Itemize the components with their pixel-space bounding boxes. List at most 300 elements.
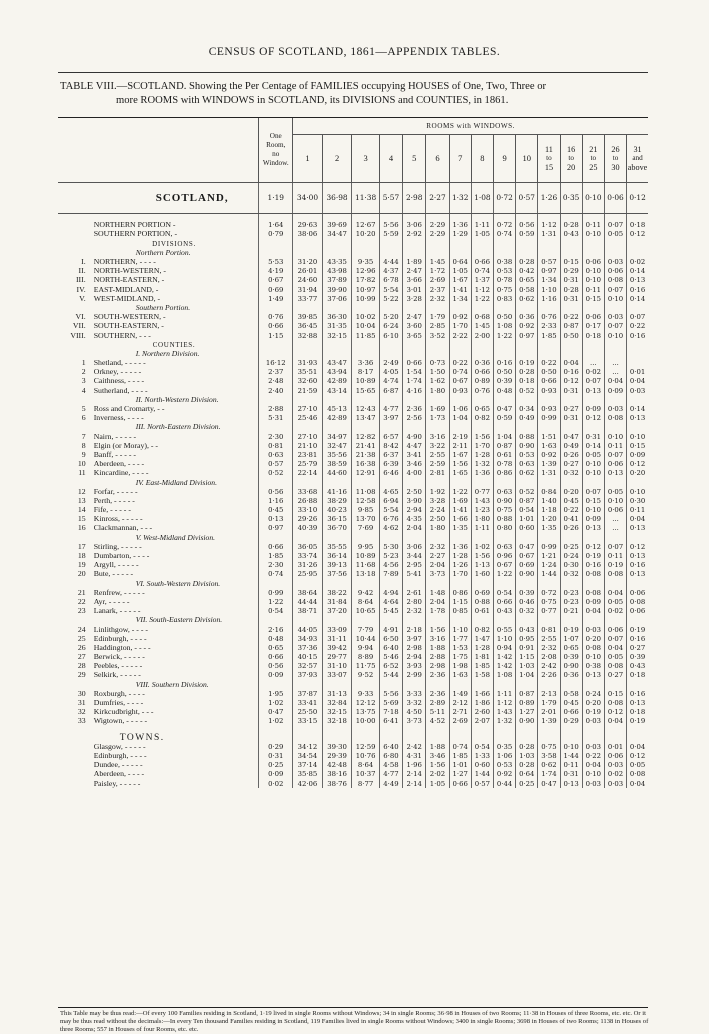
cell-value: 9·85 bbox=[352, 506, 379, 515]
col-no-window: One Room, no Window. bbox=[259, 118, 293, 183]
cell-value: 33·68 bbox=[293, 487, 323, 496]
cell-value: 0·04 bbox=[560, 359, 582, 368]
row-number bbox=[58, 183, 90, 214]
cell-value: 0·34 bbox=[516, 405, 538, 414]
cell-value: 1·54 bbox=[403, 368, 426, 377]
cell-value: 0·30 bbox=[560, 561, 582, 570]
cell-value: 0·22 bbox=[560, 506, 582, 515]
cell-value: 41·16 bbox=[322, 487, 352, 496]
row-number: 13 bbox=[77, 496, 86, 505]
cell-value: 2·18 bbox=[403, 625, 426, 634]
cell-value: 2·36 bbox=[403, 405, 426, 414]
row-label: Dumfries, - - - - bbox=[93, 698, 144, 708]
cell-value: 1·43 bbox=[493, 708, 515, 717]
cell-value: 1·85 bbox=[538, 331, 560, 340]
cell-value: 1·67 bbox=[449, 276, 471, 285]
cell-value: 9·95 bbox=[352, 543, 379, 552]
cell-value: 9·33 bbox=[352, 690, 379, 699]
cell-value: 1·16 bbox=[538, 295, 560, 304]
table-row bbox=[58, 515, 648, 524]
cell-value: 0·12 bbox=[604, 708, 626, 717]
col-rooms-8: 8 bbox=[471, 135, 493, 183]
cell-value: 0·03 bbox=[582, 717, 604, 726]
cell-value: 6·52 bbox=[379, 662, 402, 671]
cell-value: 31·84 bbox=[322, 598, 352, 607]
cell-value: 5·59 bbox=[379, 230, 402, 239]
row-number: 6 bbox=[81, 413, 86, 423]
cell-value: 0·07 bbox=[604, 543, 626, 552]
cell-value: 0·18 bbox=[627, 221, 648, 230]
cell-value: 34·47 bbox=[322, 230, 352, 239]
cell-value: 0·07 bbox=[582, 487, 604, 496]
cell-value: 40·23 bbox=[322, 506, 352, 515]
cell-value: 8·64 bbox=[352, 598, 379, 607]
cell-value: 1·42 bbox=[493, 653, 515, 662]
cell-value: 39·13 bbox=[322, 561, 352, 570]
cell-value: 0·87 bbox=[516, 690, 538, 699]
cell-value: 3·32 bbox=[403, 699, 426, 708]
cell-value: 0·03 bbox=[604, 761, 626, 770]
cell-value: 0·48 bbox=[259, 634, 293, 643]
cell-value: 23·81 bbox=[293, 451, 323, 460]
cell-value: 6·24 bbox=[379, 322, 402, 331]
cell-value: 2·89 bbox=[426, 699, 449, 708]
cell-value: 0·61 bbox=[471, 607, 493, 616]
cell-value: 1·32 bbox=[471, 460, 493, 469]
cell-value: 0·14 bbox=[627, 295, 648, 304]
cell-value: 6·41 bbox=[379, 717, 402, 726]
row-number: III. bbox=[75, 276, 86, 285]
col-rooms-9: 9 bbox=[493, 135, 515, 183]
cell-value: 0·19 bbox=[627, 717, 648, 726]
cell-value: 10·99 bbox=[352, 295, 379, 304]
cell-value: 0·22 bbox=[627, 322, 648, 331]
cell-value: 0·19 bbox=[582, 708, 604, 717]
table-row bbox=[58, 322, 648, 331]
row-label: SOUTHERN PORTION, - bbox=[93, 230, 178, 239]
cell-value: 2·40 bbox=[259, 386, 293, 395]
cell-value: 35·85 bbox=[293, 770, 323, 779]
cell-value: 0·07 bbox=[627, 313, 648, 322]
cell-value: 0·05 bbox=[604, 230, 626, 239]
cell-value: 0·07 bbox=[604, 322, 626, 331]
row-number: 4 bbox=[81, 386, 86, 395]
cell-value: 0·54 bbox=[259, 607, 293, 616]
cell-value: 1·01 bbox=[516, 515, 538, 524]
cell-value: 0·45 bbox=[560, 699, 582, 708]
cell-value: 1·24 bbox=[538, 561, 560, 570]
cell-value: 0·79 bbox=[259, 230, 293, 239]
row-label: Aberdeen, - - - - bbox=[93, 459, 145, 469]
cell-value: 0·08 bbox=[604, 570, 626, 579]
cell-value: 3·01 bbox=[403, 285, 426, 294]
spacer-row bbox=[58, 726, 648, 733]
cell-value: 2·12 bbox=[449, 699, 471, 708]
cell-value: 2·42 bbox=[403, 743, 426, 752]
row-label: Inverness, - - - - bbox=[93, 413, 144, 423]
cell-value: 4·77 bbox=[379, 770, 402, 779]
cell-value: 0·57 bbox=[516, 183, 538, 214]
cell-value: 0·10 bbox=[604, 295, 626, 304]
cell-value: 0·24 bbox=[582, 690, 604, 699]
table-row bbox=[58, 469, 648, 478]
running-header: CENSUS OF SCOTLAND, 1861—APPENDIX TABLES. bbox=[208, 46, 501, 58]
cell-value: 2·26 bbox=[538, 671, 560, 680]
cell-value: 3·36 bbox=[352, 359, 379, 368]
cell-value: 1·98 bbox=[449, 662, 471, 671]
row-number: 18 bbox=[77, 551, 86, 561]
cell-value: 1·45 bbox=[471, 322, 493, 331]
cell-value: 1·48 bbox=[426, 589, 449, 598]
cell-value: 1·35 bbox=[538, 524, 560, 533]
cell-value: 0·10 bbox=[582, 506, 604, 515]
cell-value: 0·27 bbox=[560, 460, 582, 469]
cell-value: 5·22 bbox=[379, 295, 402, 304]
cell-value: 2·07 bbox=[471, 717, 493, 726]
row-number bbox=[58, 752, 90, 761]
cell-value: 0·97 bbox=[516, 331, 538, 340]
row-label: Shetland, - - - - - bbox=[93, 358, 146, 368]
row-label: Sutherland, - - - - bbox=[93, 386, 148, 395]
cell-value: 1·11 bbox=[493, 690, 515, 699]
cell-value: 24·60 bbox=[293, 276, 323, 285]
cell-value: 1·15 bbox=[516, 653, 538, 662]
row-label: Perth, - - - - - bbox=[93, 496, 135, 505]
table-row bbox=[58, 607, 648, 616]
cell-value: 1·77 bbox=[449, 634, 471, 643]
cell-value: 3·73 bbox=[403, 717, 426, 726]
group-heading-label: COUNTIES. bbox=[152, 340, 196, 349]
cell-value: 2·32 bbox=[538, 644, 560, 653]
cell-value: 0·90 bbox=[516, 717, 538, 726]
cell-value: 11·85 bbox=[352, 331, 379, 340]
row-number: VI. bbox=[75, 312, 86, 322]
cell-value: 0·56 bbox=[259, 662, 293, 671]
rooms-with-windows-header: ROOMS with WINDOWS. bbox=[293, 118, 648, 135]
cell-value: 0·66 bbox=[403, 359, 426, 368]
cell-value: 0·86 bbox=[493, 469, 515, 478]
cell-value: 33·77 bbox=[293, 295, 323, 304]
cell-value: 1·02 bbox=[471, 543, 493, 552]
cell-value: 0·03 bbox=[604, 779, 626, 788]
cell-value: 0·28 bbox=[560, 221, 582, 230]
cell-value: 0·43 bbox=[516, 625, 538, 634]
cell-value: 0·09 bbox=[582, 515, 604, 524]
table-row bbox=[58, 662, 648, 671]
cell-value: 0·10 bbox=[582, 230, 604, 239]
cell-value: 2·71 bbox=[449, 708, 471, 717]
group-heading bbox=[58, 340, 648, 349]
cell-value: 0·66 bbox=[259, 543, 293, 552]
cell-value: 35·56 bbox=[322, 451, 352, 460]
cell-value: 0·15 bbox=[560, 258, 582, 267]
cell-value: 38·71 bbox=[293, 607, 323, 616]
cell-value: 0·49 bbox=[516, 414, 538, 423]
row-number: 10 bbox=[77, 459, 86, 469]
cell-value: 0·04 bbox=[627, 743, 648, 752]
cell-value: 22·14 bbox=[293, 469, 323, 478]
cell-value: 1·80 bbox=[426, 524, 449, 533]
cell-value: 0·36 bbox=[516, 313, 538, 322]
cell-value: 0·93 bbox=[449, 386, 471, 395]
row-number: 16 bbox=[77, 524, 86, 533]
cell-value: 2·29 bbox=[426, 230, 449, 239]
cell-value: 0·88 bbox=[516, 432, 538, 441]
cell-value: 1·06 bbox=[449, 405, 471, 414]
cell-value: 35·55 bbox=[322, 543, 352, 552]
row-label: Ayr, - - - - - bbox=[93, 597, 130, 606]
cell-value: 36·70 bbox=[322, 524, 352, 533]
cell-value: 1·70 bbox=[449, 322, 471, 331]
table-row bbox=[58, 285, 648, 294]
cell-value: 1·08 bbox=[493, 671, 515, 680]
cell-value: 0·57 bbox=[538, 258, 560, 267]
cell-value: 0·65 bbox=[516, 276, 538, 285]
cell-value: 0·18 bbox=[516, 377, 538, 386]
cell-value: 0·39 bbox=[627, 653, 648, 662]
cell-value: 27·10 bbox=[293, 432, 323, 441]
cell-value: 0·16 bbox=[493, 359, 515, 368]
cell-value: 2·00 bbox=[471, 331, 493, 340]
cell-value: 3·73 bbox=[426, 570, 449, 579]
cell-value: 0·11 bbox=[604, 442, 626, 451]
cell-value: 0·14 bbox=[627, 267, 648, 276]
row-label: Nairn, - - - - - bbox=[93, 432, 137, 441]
table-row bbox=[58, 653, 648, 662]
cell-value: 2·04 bbox=[403, 524, 426, 533]
cell-value: 0·66 bbox=[471, 258, 493, 267]
cell-value: 3·60 bbox=[403, 322, 426, 331]
cell-value: 12·67 bbox=[352, 221, 379, 230]
cell-value: 2·04 bbox=[426, 598, 449, 607]
col-rooms-4: 4 bbox=[379, 135, 402, 183]
row-number: 9 bbox=[81, 450, 86, 459]
cell-value: 36·05 bbox=[293, 543, 323, 552]
cell-value: 1·35 bbox=[449, 524, 471, 533]
division-heading bbox=[58, 304, 648, 313]
cell-value: 1·33 bbox=[471, 752, 493, 761]
col-rooms-2: 2 bbox=[322, 135, 352, 183]
cell-value: 1·32 bbox=[493, 717, 515, 726]
table-row bbox=[58, 267, 648, 276]
col-rooms-range-11: 11 to 15 bbox=[538, 135, 560, 183]
row-number: 12 bbox=[77, 487, 86, 496]
cell-value: 1·49 bbox=[259, 295, 293, 304]
cell-value: 1·32 bbox=[449, 183, 471, 214]
cell-value: 0·41 bbox=[560, 515, 582, 524]
cell-value: 38·29 bbox=[322, 497, 352, 506]
cell-value: 0·47 bbox=[493, 405, 515, 414]
table-row bbox=[58, 432, 648, 441]
cell-value: 0·39 bbox=[516, 589, 538, 598]
cell-value: 0·19 bbox=[582, 552, 604, 561]
table-row bbox=[58, 671, 648, 680]
cell-value: 0·10 bbox=[582, 183, 604, 214]
cell-value: 3·65 bbox=[403, 331, 426, 340]
cell-value: 0·07 bbox=[604, 451, 626, 460]
cell-value: 2·30 bbox=[259, 561, 293, 570]
cell-value: 0·02 bbox=[627, 258, 648, 267]
cell-value: 42·89 bbox=[322, 414, 352, 423]
cell-value: 0·27 bbox=[627, 644, 648, 653]
cell-value: 0·83 bbox=[493, 295, 515, 304]
cell-value: 1·72 bbox=[426, 267, 449, 276]
cell-value: 0·90 bbox=[493, 497, 515, 506]
cell-value: 0·12 bbox=[582, 543, 604, 552]
cell-value: 3·28 bbox=[403, 295, 426, 304]
cell-value: 43·47 bbox=[322, 359, 352, 368]
cell-value: 31·13 bbox=[322, 690, 352, 699]
cell-value: 1·81 bbox=[471, 653, 493, 662]
cell-value: 21·59 bbox=[293, 386, 323, 395]
cell-value: 0·13 bbox=[582, 524, 604, 533]
cell-value: 0·13 bbox=[627, 524, 648, 533]
cell-value: 9·52 bbox=[352, 671, 379, 680]
cell-value: 0·07 bbox=[582, 377, 604, 386]
cell-value: 4·35 bbox=[403, 515, 426, 524]
row-label: Lanark, - - - - - bbox=[93, 606, 141, 616]
cell-value: 11·08 bbox=[352, 487, 379, 496]
cell-value: 0·08 bbox=[604, 414, 626, 423]
cell-value: 0·24 bbox=[560, 552, 582, 561]
cell-value: 37·87 bbox=[293, 690, 323, 699]
cell-value: 37·56 bbox=[322, 570, 352, 579]
cell-value: 6·37 bbox=[379, 451, 402, 460]
cell-value: 0·10 bbox=[604, 331, 626, 340]
cell-value: 0·47 bbox=[516, 543, 538, 552]
cell-value: 1·78 bbox=[426, 607, 449, 616]
row-number: 30 bbox=[77, 689, 86, 698]
row-label: Peebles, - - - - - bbox=[93, 662, 143, 671]
cell-value: 1·60 bbox=[471, 570, 493, 579]
cell-value: 1·34 bbox=[538, 276, 560, 285]
cell-value: 2·69 bbox=[426, 276, 449, 285]
cell-value: 0·93 bbox=[538, 405, 560, 414]
cell-value: 0·93 bbox=[538, 386, 560, 395]
cell-value: 39·42 bbox=[322, 644, 352, 653]
cell-value: 1·28 bbox=[449, 552, 471, 561]
table-row bbox=[58, 313, 648, 322]
cell-value: 0·66 bbox=[259, 322, 293, 331]
cell-value: 5·57 bbox=[379, 183, 402, 214]
cell-value: 2·80 bbox=[403, 598, 426, 607]
cell-value: 6·39 bbox=[379, 460, 402, 469]
cell-value: 1·31 bbox=[538, 230, 560, 239]
caption-line-2: more ROOMS with WINDOWS in SCOTLAND, its DIVISIONS and COUNTIES, in 1861. bbox=[116, 94, 509, 106]
cell-value: 0·72 bbox=[538, 589, 560, 598]
table-row bbox=[58, 625, 648, 634]
cell-value: 0·11 bbox=[604, 552, 626, 561]
cell-value: 2·19 bbox=[449, 432, 471, 441]
cell-value: 37·36 bbox=[293, 644, 323, 653]
cell-value: 2·95 bbox=[403, 561, 426, 570]
cell-value: 2·42 bbox=[538, 662, 560, 671]
cell-value: 0·90 bbox=[560, 662, 582, 671]
cell-value: 2·16 bbox=[259, 625, 293, 634]
table-row bbox=[58, 634, 648, 643]
cell-value: 0·12 bbox=[627, 230, 648, 239]
cell-value: 1·08 bbox=[493, 322, 515, 331]
cell-value: 21·41 bbox=[352, 442, 379, 451]
cell-value: 0·90 bbox=[516, 570, 538, 579]
cell-value: 2·30 bbox=[259, 432, 293, 441]
cell-value: 0·06 bbox=[604, 460, 626, 469]
cell-value: 0·04 bbox=[627, 779, 648, 788]
cell-value: 0·08 bbox=[582, 570, 604, 579]
cell-value: 0·61 bbox=[493, 451, 515, 460]
row-number bbox=[58, 230, 90, 239]
cell-value: 0·60 bbox=[516, 524, 538, 533]
cell-value: 2·27 bbox=[426, 552, 449, 561]
cell-value: 0·13 bbox=[560, 779, 582, 788]
cell-value: 0·47 bbox=[560, 432, 582, 441]
cell-value: 0·42 bbox=[516, 267, 538, 276]
cell-value: 4·65 bbox=[379, 487, 402, 496]
cell-value: 1·74 bbox=[403, 377, 426, 386]
row-number bbox=[58, 761, 90, 770]
cell-value: 2·55 bbox=[426, 451, 449, 460]
cell-value: 1·65 bbox=[449, 469, 471, 478]
cell-value: 6·50 bbox=[379, 634, 402, 643]
cell-value: 1·12 bbox=[493, 699, 515, 708]
row-number: 15 bbox=[77, 515, 86, 524]
col-rooms-6: 6 bbox=[426, 135, 449, 183]
cell-value: 0·06 bbox=[582, 313, 604, 322]
cell-value: 0·92 bbox=[538, 451, 560, 460]
cell-value: 4·90 bbox=[403, 432, 426, 441]
cell-value: 31·94 bbox=[293, 285, 323, 294]
division-heading-label: III. North-Eastern Division. bbox=[135, 423, 221, 432]
cell-value: 0·01 bbox=[627, 368, 648, 377]
col-rooms-5: 5 bbox=[403, 135, 426, 183]
row-label: Kincardine, - - - - bbox=[93, 469, 149, 478]
table-row bbox=[58, 368, 648, 377]
cell-value: 1·05 bbox=[471, 230, 493, 239]
cell-value: 2·37 bbox=[259, 368, 293, 377]
cell-value: 0·84 bbox=[538, 487, 560, 496]
cell-value: 0·30 bbox=[627, 497, 648, 506]
cell-value: 0·04 bbox=[627, 377, 648, 386]
cell-value: 0·28 bbox=[560, 285, 582, 294]
cell-value: 32·84 bbox=[322, 699, 352, 708]
row-label: Ross and Cromarty, - - bbox=[93, 404, 165, 414]
cell-value: 31·35 bbox=[322, 322, 352, 331]
cell-value: 3·16 bbox=[426, 432, 449, 441]
cell-value: 34·12 bbox=[293, 743, 323, 752]
row-number: 3 bbox=[81, 377, 86, 386]
cell-value: 1·04 bbox=[493, 432, 515, 441]
cell-value: 0·43 bbox=[627, 662, 648, 671]
cell-value: 3·46 bbox=[426, 752, 449, 761]
row-number: I. bbox=[81, 257, 86, 267]
cell-value: 0·38 bbox=[493, 258, 515, 267]
cell-value: 6·57 bbox=[379, 432, 402, 441]
row-label: NORTHERN, - - - - bbox=[93, 257, 156, 267]
cell-value bbox=[627, 359, 648, 368]
cell-value: 0·67 bbox=[449, 377, 471, 386]
cell-value: 1·85 bbox=[259, 552, 293, 561]
cell-value: 0·65 bbox=[560, 644, 582, 653]
cell-value: 1·44 bbox=[538, 570, 560, 579]
cell-value: 1·63 bbox=[449, 671, 471, 680]
cell-value: 36·98 bbox=[322, 183, 352, 214]
row-number: 31 bbox=[77, 698, 86, 708]
cell-value: ... bbox=[582, 359, 604, 368]
cell-value: 1·02 bbox=[259, 717, 293, 726]
cell-value: 1·39 bbox=[538, 717, 560, 726]
cell-value: 0·04 bbox=[604, 644, 626, 653]
cell-value: 1·63 bbox=[538, 442, 560, 451]
